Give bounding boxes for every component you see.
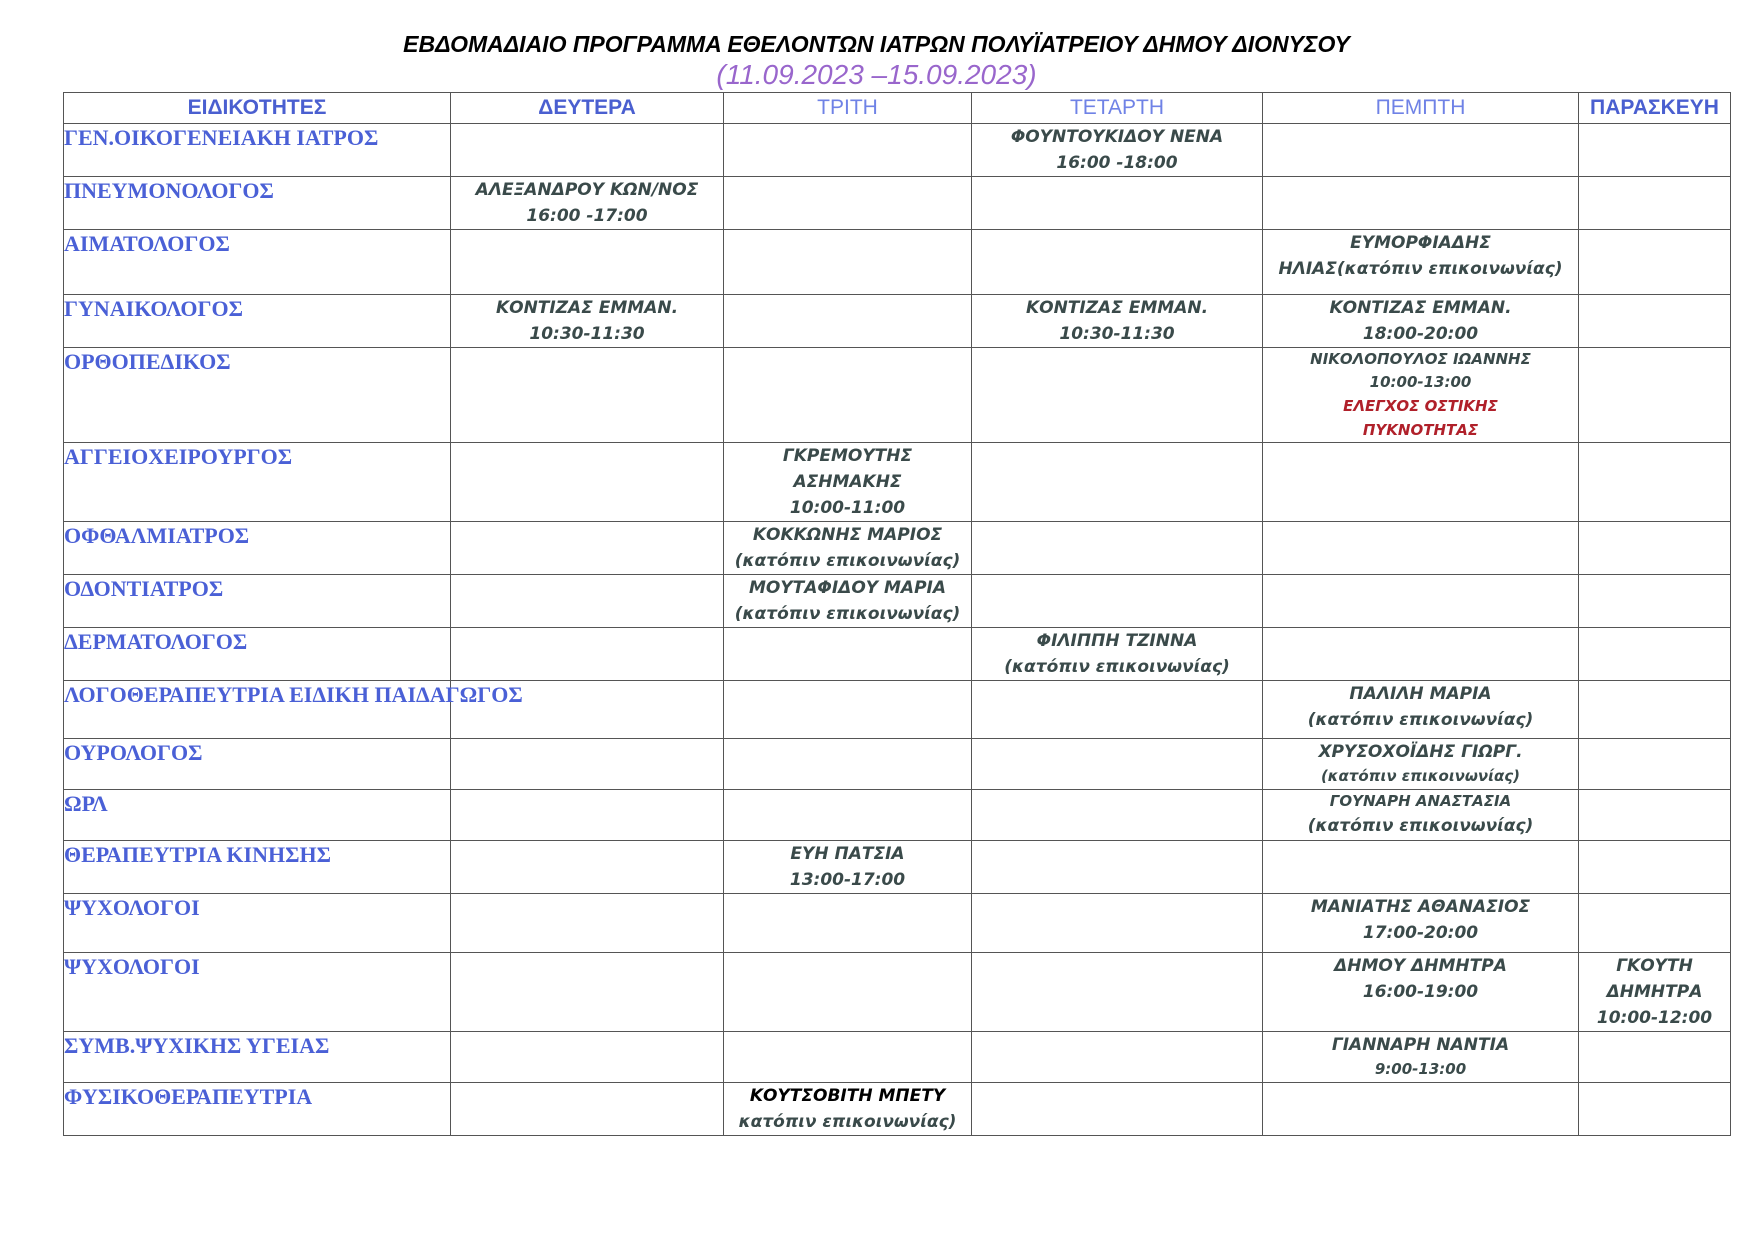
doctor-name-note: ΗΛΙΑΣ(κατόπιν επικοινωνίας) bbox=[1278, 259, 1563, 279]
time-slot: 13:00-17:00 bbox=[789, 870, 906, 890]
time-slot: 9:00-13:00 bbox=[1374, 1060, 1467, 1078]
thursday-cell bbox=[1263, 295, 1579, 348]
doctor-name: ΜΟΥΤΑΦΙΔΟΥ ΜΑΡΙΑ bbox=[748, 578, 947, 598]
specialty-label: ΓΥΝΑΙΚΟΛΟΓΟΣ bbox=[64, 296, 243, 321]
thursday-cell bbox=[1263, 681, 1579, 739]
tuesday-cell bbox=[724, 295, 972, 348]
appointment-note: κατόπιν επικοινωνίας) bbox=[738, 1112, 957, 1132]
table-row bbox=[64, 628, 1731, 681]
specialty-cell bbox=[64, 1083, 451, 1136]
friday-cell bbox=[1579, 894, 1731, 953]
tuesday-cell bbox=[724, 230, 972, 295]
doctor-name: ΦΟΥΝΤΟΥΚΙΔΟΥ ΝΕΝΑ bbox=[1010, 127, 1224, 147]
specialty-cell bbox=[64, 522, 451, 575]
time-slot: 10:00-12:00 bbox=[1596, 1008, 1713, 1028]
monday-cell bbox=[451, 443, 724, 522]
specialty-label: ΕΙΔΙΚΗ ΠΑΙΔΑΓΩΓΟΣ bbox=[289, 682, 523, 707]
wednesday-cell bbox=[972, 443, 1263, 522]
doctor-name: ΝΙΚΟΛΟΠΟΥΛΟΣ ΙΩΑΝΝΗΣ bbox=[1310, 350, 1531, 368]
specialty-label: ΟΦΘΑΛΜΙΑΤΡΟΣ bbox=[64, 523, 250, 548]
exam-note: ΕΛΕΓΧΟΣ ΟΣΤΙΚΗΣ bbox=[1343, 397, 1498, 415]
specialty-cell bbox=[64, 681, 523, 739]
thursday-cell bbox=[1263, 790, 1579, 841]
specialty-label: ΦΥΣΙΚΟΘΕΡΑΠΕΥΤΡΙΑ bbox=[64, 1084, 313, 1109]
friday-cell bbox=[1579, 443, 1731, 522]
appointment-note: (κατόπιν επικοινωνίας) bbox=[734, 551, 961, 571]
table-row bbox=[64, 1032, 1731, 1083]
wednesday-cell bbox=[972, 522, 1263, 575]
doctor-name: ΜΑΝΙΑΤΗΣ ΑΘΑΝΑΣΙΟΣ bbox=[1310, 897, 1531, 917]
time-slot: 16:00 -18:00 bbox=[1056, 153, 1178, 173]
tuesday-cell bbox=[724, 953, 972, 1032]
table-row bbox=[64, 953, 1731, 1032]
monday-cell bbox=[451, 1083, 724, 1136]
friday-cell bbox=[1579, 230, 1731, 295]
friday-cell bbox=[1579, 522, 1731, 575]
tuesday-cell bbox=[724, 841, 972, 894]
time-slot: 18:00-20:00 bbox=[1362, 324, 1479, 344]
thursday-cell bbox=[1263, 841, 1579, 894]
doctor-name: ΚΟΝΤΙΖΑΣ ΕΜΜΑΝ. bbox=[495, 298, 679, 318]
specialty-label: ΑΓΓΕΙΟΧΕΙΡΟΥΡΓΟΣ bbox=[64, 444, 293, 469]
wednesday-cell bbox=[972, 1032, 1263, 1083]
wednesday-cell bbox=[972, 739, 1263, 790]
friday-cell bbox=[1579, 953, 1731, 1032]
specialty-cell bbox=[64, 230, 451, 295]
monday-cell bbox=[451, 841, 724, 894]
tuesday-cell bbox=[724, 443, 972, 522]
wednesday-cell bbox=[972, 1083, 1263, 1136]
doctor-name: ΓΟΥΝΑΡΗ ΑΝΑΣΤΑΣΙΑ bbox=[1329, 792, 1512, 810]
specialty-cell bbox=[64, 1032, 451, 1083]
friday-cell bbox=[1579, 681, 1731, 739]
tuesday-cell bbox=[724, 1032, 972, 1083]
table-row bbox=[64, 443, 1731, 522]
specialty-cell bbox=[64, 841, 451, 894]
specialty-cell bbox=[64, 953, 451, 1032]
date-range-subtitle: (11.09.2023 –15.09.2023) bbox=[716, 59, 1037, 90]
time-slot: 10:00-11:00 bbox=[789, 498, 906, 518]
monday-cell bbox=[451, 177, 724, 230]
tuesday-cell bbox=[724, 1083, 972, 1136]
specialty-cell bbox=[64, 894, 451, 953]
friday-cell bbox=[1579, 739, 1731, 790]
friday-cell bbox=[1579, 1083, 1731, 1136]
wednesday-cell bbox=[972, 124, 1263, 177]
monday-cell bbox=[451, 953, 724, 1032]
specialty-cell bbox=[64, 575, 451, 628]
wednesday-cell bbox=[972, 894, 1263, 953]
friday-cell bbox=[1579, 575, 1731, 628]
wednesday-cell bbox=[972, 681, 1263, 739]
appointment-note: (κατόπιν επικοινωνίας) bbox=[1307, 710, 1534, 730]
table-row bbox=[64, 841, 1731, 894]
table-row bbox=[64, 739, 1731, 790]
time-slot: 10:00-13:00 bbox=[1369, 373, 1472, 391]
monday-cell bbox=[451, 522, 724, 575]
header-thursday: ΠΕΜΠΤΗ bbox=[1263, 93, 1579, 124]
wednesday-cell bbox=[972, 628, 1263, 681]
tuesday-cell bbox=[724, 628, 972, 681]
doctor-name: ΚΟΝΤΙΖΑΣ ΕΜΜΑΝ. bbox=[1025, 298, 1209, 318]
doctor-name: ΓΙΑΝΝΑΡΗ ΝΑΝΤΙΑ bbox=[1331, 1035, 1510, 1055]
wednesday-cell bbox=[972, 575, 1263, 628]
thursday-cell bbox=[1263, 177, 1579, 230]
appointment-note: (κατόπιν επικοινωνίας) bbox=[1320, 767, 1521, 785]
header-specialties: ΕΙΔΙΚΟΤΗΤΕΣ bbox=[64, 93, 451, 124]
time-slot: 16:00-19:00 bbox=[1362, 982, 1479, 1002]
specialty-label: ΟΔΟΝΤΙΑΤΡΟΣ bbox=[64, 576, 224, 601]
tuesday-cell bbox=[724, 522, 972, 575]
specialty-cell bbox=[64, 443, 451, 522]
thursday-cell bbox=[1263, 953, 1579, 1032]
doctor-name: ΔΗΜΟΥ ΔΗΜΗΤΡΑ bbox=[1334, 956, 1507, 976]
specialty-cell bbox=[64, 790, 451, 841]
thursday-cell bbox=[1263, 443, 1579, 522]
specialty-label: ΨΥΧΟΛΟΓΟΙ bbox=[64, 954, 200, 979]
specialty-label: ΣΥΜΒ.ΨΥΧΙΚΗΣ ΥΓΕΙΑΣ bbox=[64, 1033, 330, 1058]
header-monday: ΔΕΥΤΕΡΑ bbox=[451, 93, 724, 124]
specialty-label: ΨΥΧΟΛΟΓΟΙ bbox=[64, 895, 200, 920]
table-row bbox=[64, 790, 1731, 841]
appointment-note: (κατόπιν επικοινωνίας) bbox=[734, 604, 961, 624]
doctor-name: ΕΥΜΟΡΦΙΑΔΗΣ bbox=[1350, 233, 1491, 253]
doctor-name: ΔΗΜΗΤΡΑ bbox=[1606, 982, 1703, 1002]
table-row bbox=[64, 1083, 1731, 1136]
specialty-label: ΟΥΡΟΛΟΓΟΣ bbox=[64, 740, 203, 765]
monday-cell bbox=[451, 230, 724, 295]
doctor-name: ΓΚΡΕΜΟΥΤΗΣ bbox=[782, 446, 913, 466]
specialty-label: ΠΝΕΥΜΟΝΟΛΟΓΟΣ bbox=[64, 178, 274, 203]
friday-cell bbox=[1579, 348, 1731, 443]
thursday-cell bbox=[1263, 230, 1579, 295]
table-row bbox=[64, 894, 1731, 953]
doctor-name: ΕΥΗ ΠΑΤΣΙΑ bbox=[790, 844, 905, 864]
header-row bbox=[64, 93, 1731, 124]
wednesday-cell bbox=[972, 177, 1263, 230]
friday-cell bbox=[1579, 295, 1731, 348]
specialty-label: ΩΡΛ bbox=[64, 791, 108, 816]
friday-cell bbox=[1579, 177, 1731, 230]
table-row bbox=[64, 348, 1731, 443]
table-row bbox=[64, 177, 1731, 230]
wednesday-cell bbox=[972, 841, 1263, 894]
header-tuesday: ΤΡΙΤΗ bbox=[724, 93, 972, 124]
thursday-cell bbox=[1263, 348, 1579, 443]
time-slot: 17:00-20:00 bbox=[1362, 923, 1479, 943]
doctor-name: ΚΟΚΚΩΝΗΣ ΜΑΡΙΟΣ bbox=[752, 525, 943, 545]
friday-cell bbox=[1579, 841, 1731, 894]
specialty-cell bbox=[64, 295, 451, 348]
thursday-cell bbox=[1263, 894, 1579, 953]
table-row bbox=[64, 575, 1731, 628]
table-row bbox=[64, 124, 1731, 177]
tuesday-cell bbox=[724, 348, 972, 443]
specialty-cell bbox=[64, 177, 451, 230]
monday-cell bbox=[451, 894, 724, 953]
tuesday-cell bbox=[724, 177, 972, 230]
monday-cell bbox=[451, 295, 724, 348]
specialty-label: ΓΕΝ.ΟΙΚΟΓΕΝΕΙΑΚΗ ΙΑΤΡΟΣ bbox=[64, 125, 379, 150]
specialty-label: ΟΡΘΟΠΕΔΙΚΟΣ bbox=[64, 349, 231, 374]
thursday-cell bbox=[1263, 739, 1579, 790]
page-title: ΕΒΔΟΜΑΔΙΑΙΟ ΠΡΟΓΡΑΜΜΑ ΕΘΕΛΟΝΤΩΝ ΙΑΤΡΩΝ ΠΟΛΥΪΑΤΡΕΙΟΥ ΔΗΜΟΥ ΔΙΟΝΥΣΟΥ bbox=[403, 31, 1350, 57]
doctor-name: ΓΚΟΥΤΗ bbox=[1616, 956, 1693, 976]
friday-cell bbox=[1579, 628, 1731, 681]
monday-cell bbox=[451, 628, 724, 681]
monday-cell bbox=[451, 790, 724, 841]
doctor-name: ΦΙΛΙΠΠΗ ΤΖΙΝΝΑ bbox=[1036, 631, 1198, 651]
wednesday-cell bbox=[972, 953, 1263, 1032]
wednesday-cell bbox=[972, 348, 1263, 443]
thursday-cell bbox=[1263, 124, 1579, 177]
monday-cell bbox=[451, 575, 724, 628]
tuesday-cell bbox=[724, 739, 972, 790]
specialty-cell bbox=[64, 628, 451, 681]
monday-cell bbox=[451, 739, 724, 790]
thursday-cell bbox=[1263, 1032, 1579, 1083]
appointment-note: (κατόπιν επικοινωνίας) bbox=[1004, 657, 1230, 677]
time-slot: 16:00 -17:00 bbox=[526, 206, 648, 226]
tuesday-cell bbox=[724, 790, 972, 841]
thursday-cell bbox=[1263, 1083, 1579, 1136]
specialty-cell bbox=[64, 124, 451, 177]
tuesday-cell bbox=[724, 681, 972, 739]
monday-cell bbox=[451, 348, 724, 443]
thursday-cell bbox=[1263, 575, 1579, 628]
tuesday-cell bbox=[724, 894, 972, 953]
specialty-cell bbox=[64, 348, 451, 443]
tuesday-cell bbox=[724, 124, 972, 177]
time-slot: 10:30-11:30 bbox=[1059, 324, 1175, 344]
tuesday-cell bbox=[724, 575, 972, 628]
specialty-label: ΛΟΓΟΘΕΡΑΠΕΥΤΡΙΑ bbox=[64, 682, 284, 707]
doctor-name: ΑΛΕΞΑΝΔΡΟΥ ΚΩΝ/ΝΟΣ bbox=[475, 180, 699, 200]
table-row bbox=[64, 522, 1731, 575]
specialty-cell bbox=[64, 739, 451, 790]
appointment-note: (κατόπιν επικοινωνίας) bbox=[1307, 816, 1534, 836]
wednesday-cell bbox=[972, 230, 1263, 295]
specialty-label: ΑΙΜΑΤΟΛΟΓΟΣ bbox=[64, 231, 230, 256]
doctor-name: ΑΣΗΜΑΚΗΣ bbox=[793, 472, 902, 492]
header-wednesday: ΤΕΤΑΡΤΗ bbox=[972, 93, 1263, 124]
specialty-label: ΘΕΡΑΠΕΥΤΡΙΑ ΚΙΝΗΣΗΣ bbox=[64, 842, 331, 867]
thursday-cell bbox=[1263, 628, 1579, 681]
exam-note: ΠΥΚΝΟΤΗΤΑΣ bbox=[1362, 421, 1479, 439]
doctor-name: ΠΑΛΙΛΗ ΜΑΡΙΑ bbox=[1349, 684, 1492, 704]
doctor-name: ΚΟΝΤΙΖΑΣ ΕΜΜΑΝ. bbox=[1329, 298, 1512, 318]
wednesday-cell bbox=[972, 295, 1263, 348]
monday-cell bbox=[451, 1032, 724, 1083]
table-row bbox=[64, 681, 1731, 739]
specialty-label: ΔΕΡΜΑΤΟΛΟΓΟΣ bbox=[64, 629, 248, 654]
doctor-name: ΚΟΥΤΣΟΒΙΤΗ ΜΠΕΤΥ bbox=[749, 1086, 946, 1106]
monday-cell bbox=[451, 124, 724, 177]
friday-cell bbox=[1579, 1032, 1731, 1083]
table-row bbox=[64, 230, 1731, 295]
schedule-table bbox=[63, 92, 1731, 1136]
header-friday: ΠΑΡΑΣΚΕΥΗ bbox=[1579, 93, 1731, 124]
friday-cell bbox=[1579, 124, 1731, 177]
doctor-name: ΧΡΥΣΟΧΟΪΔΗΣ ΓΙΩΡΓ. bbox=[1318, 742, 1523, 762]
wednesday-cell bbox=[972, 790, 1263, 841]
time-slot: 10:30-11:30 bbox=[529, 324, 645, 344]
thursday-cell bbox=[1263, 522, 1579, 575]
table-row bbox=[64, 295, 1731, 348]
friday-cell bbox=[1579, 790, 1731, 841]
